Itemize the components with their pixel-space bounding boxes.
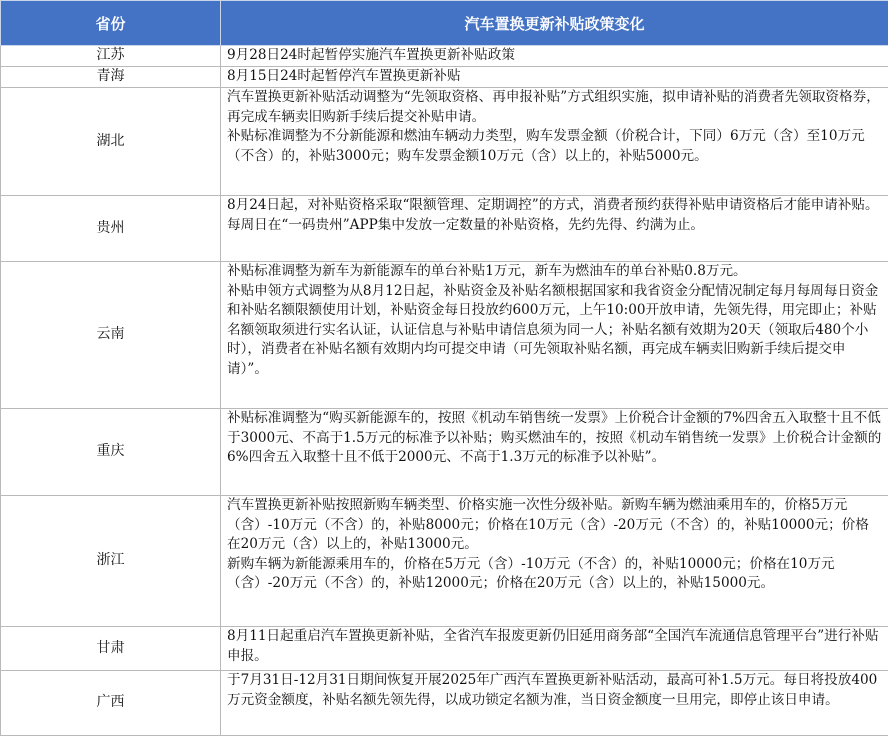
province-cell: 江苏 xyxy=(1,46,221,67)
province-cell: 重庆 xyxy=(1,409,221,496)
province-cell: 广西 xyxy=(1,671,221,736)
table-row xyxy=(1,196,888,262)
policy-text: 8月11日起重启汽车置换更新补贴，全省汽车报废更新仍旧延用商务部“全国汽车流通信息管理平台”进行补贴申报。 xyxy=(227,627,882,666)
policy-text: 于7月31日-12月31日期间恢复开展2025年广西汽车置换更新补贴活动，最高可补1.5万元。每日将投放400万元资金额度，补贴名额先领先得，以成功锁定名额为准，当日资金额度一旦用完，即停止该日申请。 xyxy=(227,671,882,710)
policy-cell xyxy=(221,496,888,627)
policy-text: 补贴标准调整为不分新能源和燃油车辆动力类型，购车发票金额（价税合计，下同）6万元（含）至10万元（不含）的，补贴3000元；购车发票金额10万元（含）以上的，补贴5000元。 xyxy=(227,127,882,166)
policy-text: 补贴申领方式调整为从8月12日起，补贴资金及补贴名额根据国家和我省资金分配情况制定每月每周每日资金和补贴名额限额使用计划，补贴资金每日投放约600万元，上午10:00开放申请，先领先得，用完即止；补贴名额领取须进行实名认证，认证信息与补贴申请信息须为同一人；补贴名额有效期为20天（领取后480个小时），消费者在补贴名额有效期内均可提交申请（可先领取补贴名额，再完成车辆卖旧购新手续后提交申请）”。 xyxy=(227,282,882,380)
province-cell: 青海 xyxy=(1,67,221,88)
policy-text: 8月15日24时起暂停汽车置换更新补贴 xyxy=(227,67,882,87)
table-row xyxy=(1,496,888,627)
table-row xyxy=(1,67,888,88)
policy-cell xyxy=(221,46,888,67)
table-row xyxy=(1,409,888,496)
province-cell: 云南 xyxy=(1,262,221,409)
header-row xyxy=(1,1,888,46)
policy-cell xyxy=(221,671,888,736)
policy-text: 8月24日起，对补贴资格采取“限额管理、定期调控”的方式，消费者预约获得补贴申请资格后才能申请补贴。每周日在“一码贵州”APP集中发放一定数量的补贴资格，先约先得、约满为止。 xyxy=(227,196,882,235)
policy-cell xyxy=(221,262,888,409)
policy-cell xyxy=(221,88,888,196)
table-row xyxy=(1,88,888,196)
province-cell: 湖北 xyxy=(1,88,221,196)
province-cell: 甘肃 xyxy=(1,627,221,671)
table-row xyxy=(1,46,888,67)
province-cell: 贵州 xyxy=(1,196,221,262)
policy-text: 补贴标准调整为新车为新能源车的单台补贴1万元，新车为燃油车的单台补贴0.8万元。 xyxy=(227,262,882,282)
table-row xyxy=(1,671,888,736)
policy-text: 补贴标准调整为“购买新能源车的，按照《机动车销售统一发票》上价税合计金额的7%四舍五入取整十且不低于3000元、不高于1.5万元的标准予以补贴；购买燃油车的，按照《机动车销售统一发票》上价税合计金额的6%四舍五入取整十且不低于2000元、不高于1.3万元的标准予以补贴”。 xyxy=(227,409,882,468)
policy-text: 9月28日24时起暂停实施汽车置换更新补贴政策 xyxy=(227,46,882,66)
policy-cell xyxy=(221,196,888,262)
policy-cell xyxy=(221,409,888,496)
province-cell: 浙江 xyxy=(1,496,221,627)
header-policy: 汽车置换更新补贴政策变化 xyxy=(221,1,888,46)
table-row xyxy=(1,262,888,409)
policy-text: 新购车辆为新能源乘用车的，价格在5万元（含）-10万元（不含）的，补贴10000元；价格在10万元（含）-20万元（不含）的，补贴12000元；价格在20万元（含）以上的，补贴15000元。 xyxy=(227,555,882,594)
policy-cell xyxy=(221,67,888,88)
table-row xyxy=(1,627,888,671)
policy-cell xyxy=(221,627,888,671)
policy-text: 汽车置换更新补贴按照新购车辆类型、价格实施一次性分级补贴。新购车辆为燃油乘用车的，价格5万元（含）-10万元（不含）的，补贴8000元；价格在10万元（含）-20万元（不含）的，补贴10000元；价格在20万元（含）以上的，补贴13000元。 xyxy=(227,496,882,555)
header-province: 省份 xyxy=(1,1,221,46)
policy-text: 汽车置换更新补贴活动调整为“先领取资格、再申报补贴”方式组织实施，拟申请补贴的消费者先领取资格券，再完成车辆卖旧购新手续后提交补贴申请。 xyxy=(227,88,882,127)
